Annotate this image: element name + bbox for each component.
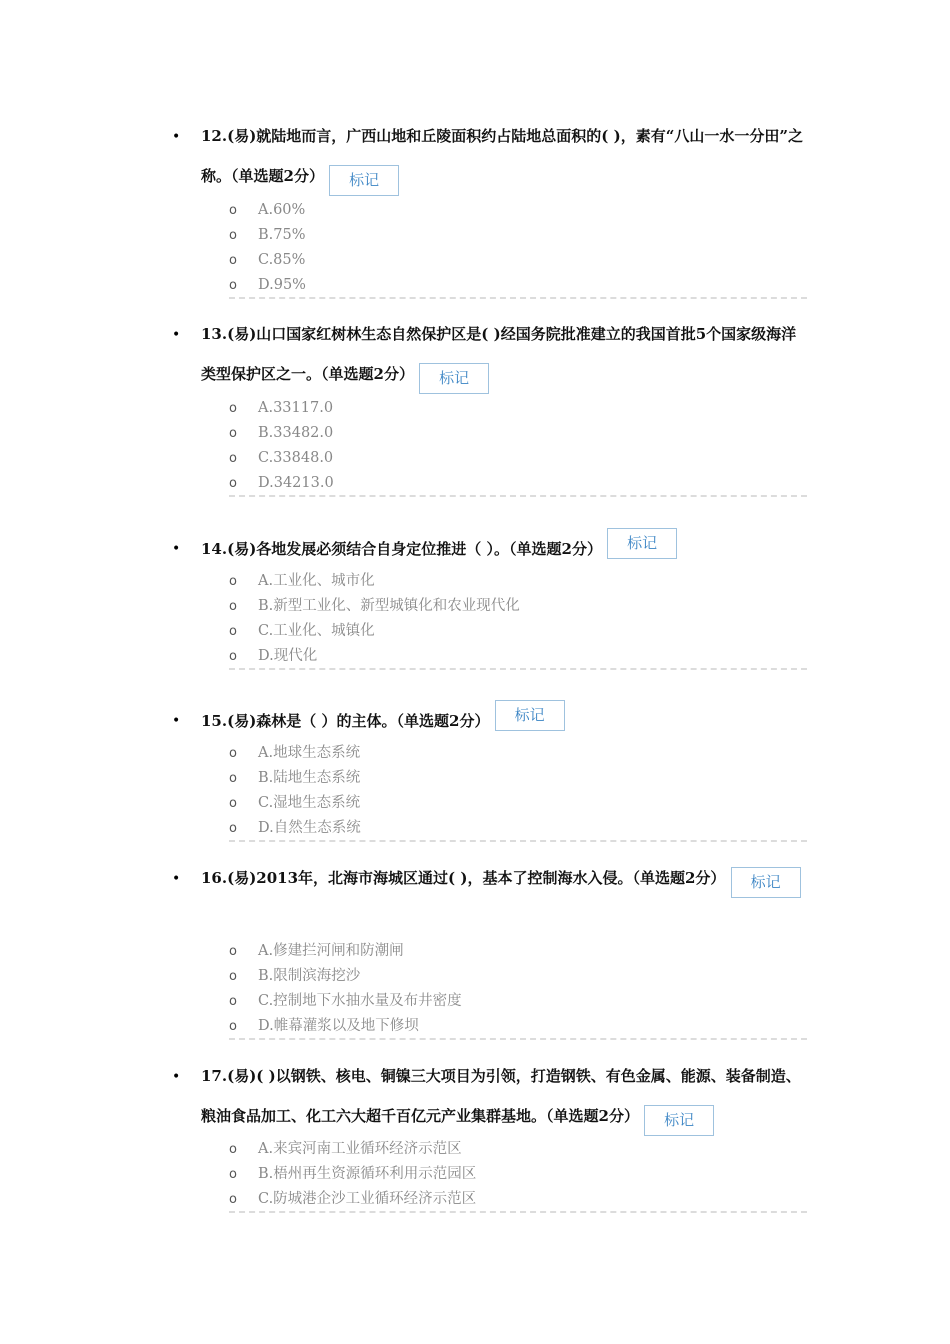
radio-circle-icon: o <box>229 574 237 589</box>
option-label: A.地球生态系统 <box>258 745 361 761</box>
option-label: C.防城港企沙工业循环经济示范区 <box>258 1191 477 1207</box>
bullet: • <box>172 871 181 887</box>
radio-circle-icon: o <box>229 278 237 293</box>
option-label: C.85% <box>258 252 306 268</box>
option-d[interactable] <box>229 1014 809 1039</box>
question-stem <box>201 700 811 741</box>
mark-button[interactable]: 标记 <box>644 1105 714 1136</box>
bullet: • <box>172 327 181 343</box>
option-d[interactable] <box>229 471 809 496</box>
option-c[interactable] <box>229 1187 809 1212</box>
option-label: D.34213.0 <box>258 475 334 491</box>
option-label: D.帷幕灌浆以及地下修坝 <box>258 1018 419 1034</box>
question-text: 13.(易)山口国家红树林生态自然保护区是( )经国务院批准建立的我国首批5个国家级海洋类型保护区之一。（单选题2分） <box>201 325 797 383</box>
option-label: D.95% <box>258 277 306 293</box>
question-divider <box>229 668 807 670</box>
option-label: B.梧州再生资源循环利用示范园区 <box>258 1166 477 1182</box>
option-b[interactable] <box>229 964 809 989</box>
question-text: 15.(易)森林是（ ）的主体。（单选题2分） <box>201 712 490 730</box>
radio-circle-icon: o <box>229 253 237 268</box>
option-label: C.控制地下水抽水量及布井密度 <box>258 993 462 1009</box>
option-label: A.工业化、城市化 <box>258 573 375 589</box>
question-text: 12.(易)就陆地而言，广西山地和丘陵面积约占陆地总面积的( )，素有“八山一水一分田”之称。（单选题2分） <box>201 127 803 185</box>
radio-circle-icon: o <box>229 426 237 441</box>
option-label: B.33482.0 <box>258 425 334 441</box>
option-label: B.限制滨海挖沙 <box>258 968 361 984</box>
question-stem <box>201 858 811 898</box>
question-divider <box>229 495 807 497</box>
option-d[interactable] <box>229 816 809 841</box>
bullet: • <box>172 541 181 557</box>
radio-circle-icon: o <box>229 994 237 1009</box>
option-label: C.工业化、城镇化 <box>258 623 375 639</box>
bullet: • <box>172 129 181 145</box>
option-label: A.修建拦河闸和防潮闸 <box>258 943 404 959</box>
question-divider <box>229 297 807 299</box>
option-label: A.来宾河南工业循环经济示范区 <box>258 1141 462 1157</box>
option-c[interactable] <box>229 791 809 816</box>
radio-circle-icon: o <box>229 1019 237 1034</box>
mark-button[interactable]: 标记 <box>607 528 677 559</box>
radio-circle-icon: o <box>229 746 237 761</box>
option-b[interactable] <box>229 1162 809 1187</box>
question-stem <box>201 116 811 196</box>
radio-circle-icon: o <box>229 1167 237 1182</box>
radio-circle-icon: o <box>229 1192 237 1207</box>
question-stem <box>201 528 811 569</box>
option-list <box>229 741 809 841</box>
option-b[interactable] <box>229 421 809 446</box>
option-a[interactable] <box>229 1137 809 1162</box>
option-d[interactable] <box>229 644 809 669</box>
radio-circle-icon: o <box>229 203 237 218</box>
option-label: B.陆地生态系统 <box>258 770 361 786</box>
option-label: C.湿地生态系统 <box>258 795 361 811</box>
option-a[interactable] <box>229 198 809 223</box>
question-text: 14.(易)各地发展必须结合自身定位推进（ ）。（单选题2分） <box>201 540 602 558</box>
mark-button[interactable]: 标记 <box>495 700 565 731</box>
option-label: C.33848.0 <box>258 450 334 466</box>
question-text: 17.(易)( )以钢铁、核电、铜镍三大项目为引领，打造钢铁、有色金属、能源、装备制造、粮油食品加工、化工六大超千百亿元产业集群基地。（单选题2分） <box>201 1067 801 1125</box>
bullet: • <box>172 713 181 729</box>
radio-circle-icon: o <box>229 649 237 664</box>
option-list <box>229 939 809 1039</box>
question-stem <box>201 314 811 394</box>
radio-circle-icon: o <box>229 228 237 243</box>
option-a[interactable] <box>229 741 809 766</box>
option-c[interactable] <box>229 248 809 273</box>
option-c[interactable] <box>229 446 809 471</box>
option-b[interactable] <box>229 594 809 619</box>
radio-circle-icon: o <box>229 401 237 416</box>
question-divider <box>229 1211 807 1213</box>
mark-button[interactable]: 标记 <box>419 363 489 394</box>
option-a[interactable] <box>229 939 809 964</box>
question-divider <box>229 840 807 842</box>
radio-circle-icon: o <box>229 451 237 466</box>
radio-circle-icon: o <box>229 599 237 614</box>
option-list <box>229 198 809 298</box>
radio-circle-icon: o <box>229 1142 237 1157</box>
option-list <box>229 1137 809 1212</box>
option-label: B.75% <box>258 227 306 243</box>
option-b[interactable] <box>229 223 809 248</box>
option-list <box>229 396 809 496</box>
radio-circle-icon: o <box>229 944 237 959</box>
option-list <box>229 569 809 669</box>
option-label: D.现代化 <box>258 648 318 664</box>
option-b[interactable] <box>229 766 809 791</box>
mark-button[interactable]: 标记 <box>731 867 801 898</box>
question-text: 16.(易)2013年，北海市海城区通过( )，基本了控制海水入侵。（单选题2分） <box>201 869 726 887</box>
option-a[interactable] <box>229 396 809 421</box>
option-a[interactable] <box>229 569 809 594</box>
option-label: B.新型工业化、新型城镇化和农业现代化 <box>258 598 520 614</box>
option-c[interactable] <box>229 989 809 1014</box>
bullet: • <box>172 1069 181 1085</box>
option-c[interactable] <box>229 619 809 644</box>
option-label: A.33117.0 <box>258 400 334 416</box>
question-stem <box>201 1056 811 1136</box>
radio-circle-icon: o <box>229 821 237 836</box>
mark-button[interactable]: 标记 <box>329 165 399 196</box>
option-label: D.自然生态系统 <box>258 820 361 836</box>
radio-circle-icon: o <box>229 796 237 811</box>
radio-circle-icon: o <box>229 771 237 786</box>
question-divider <box>229 1038 807 1040</box>
radio-circle-icon: o <box>229 476 237 491</box>
option-label: A.60% <box>258 202 306 218</box>
radio-circle-icon: o <box>229 969 237 984</box>
radio-circle-icon: o <box>229 624 237 639</box>
option-d[interactable] <box>229 273 809 298</box>
